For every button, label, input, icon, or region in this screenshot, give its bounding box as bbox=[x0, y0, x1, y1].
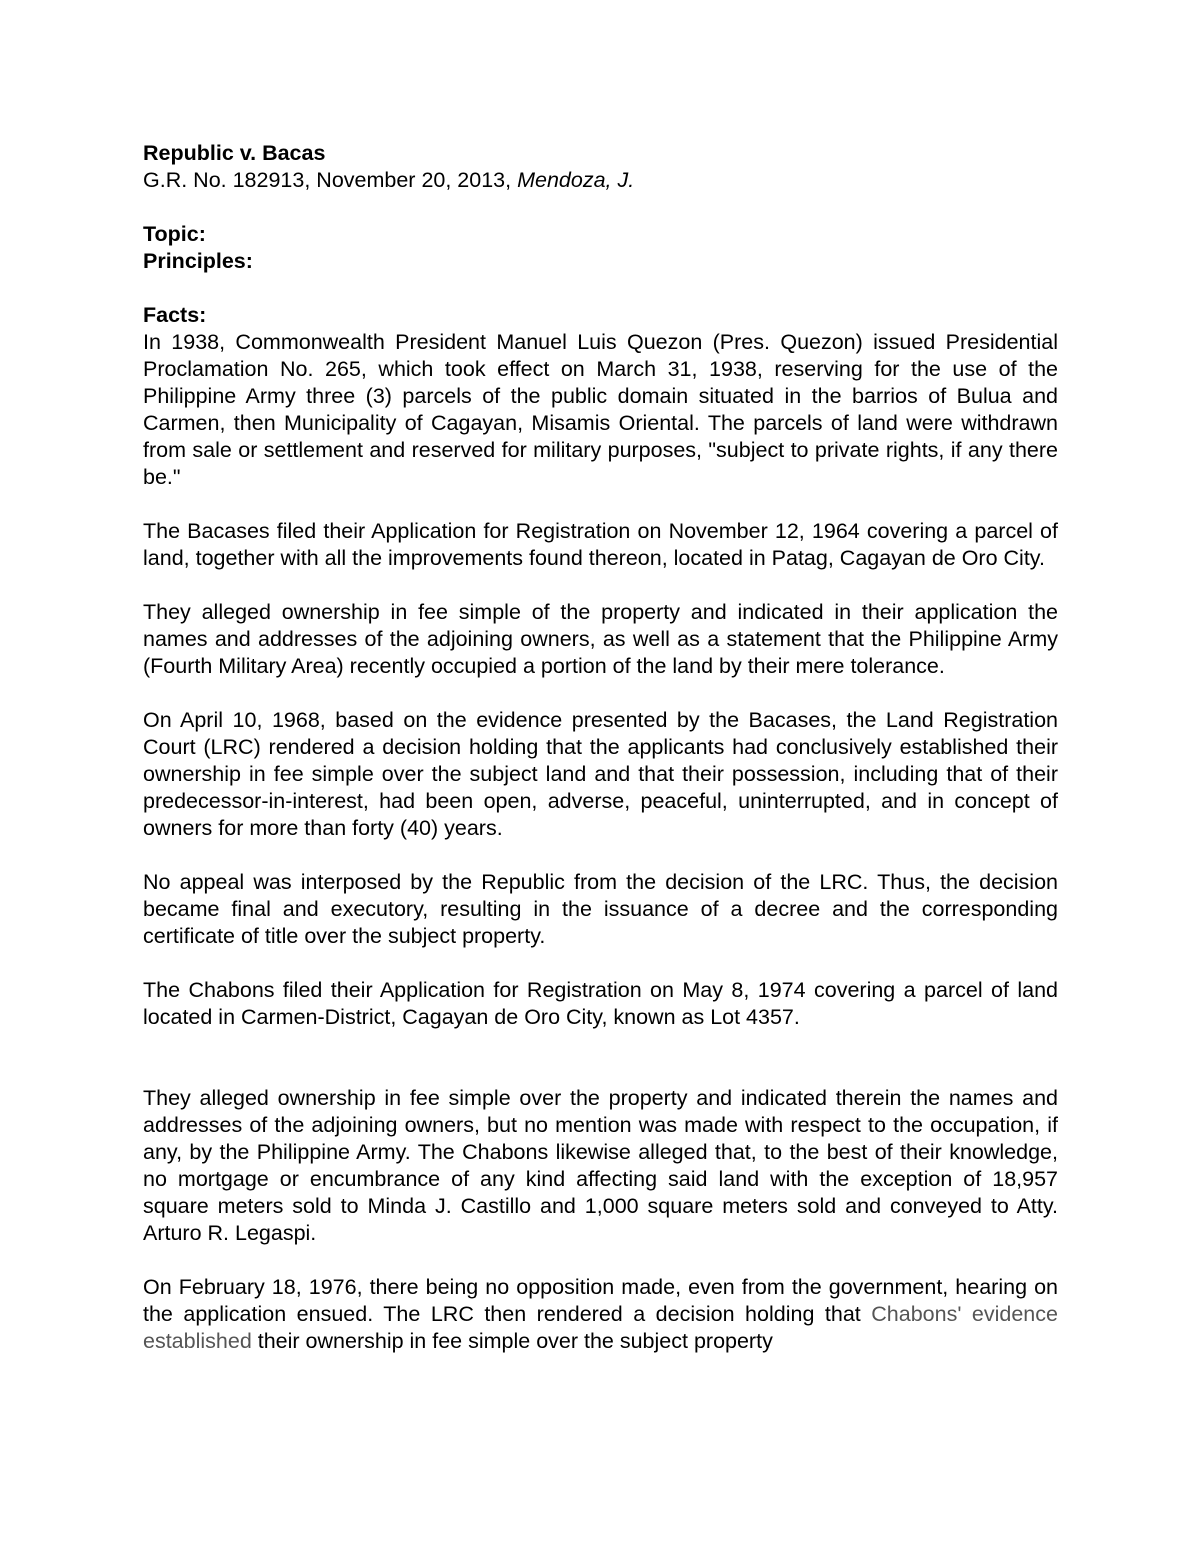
case-title: Republic v. Bacas bbox=[143, 141, 326, 165]
facts-paragraph-3: They alleged ownership in fee simple of the property and indicated in their application the names and addresses of the adjoining owners, as well as a statement that the Philippine Army (Fourth Military Area) recently occupied a portion of the land by their mere tolerance. bbox=[143, 600, 1058, 678]
facts-paragraph-1: In 1938, Commonwealth President Manuel Luis Quezon (Pres. Quezon) issued Presidential Proclamation No. 265, which took effect on March 31, 1938, reserving for the use of the Philippine Army three (3) parcels of the public domain situated in the barrios of Bulua and Carmen, then Municipality of Cagayan, Misamis Oriental. The parcels of land were withdrawn from sale or settlement and reserved for military purposes, "subject to private rights, if any there be." bbox=[143, 330, 1058, 489]
case-citation bbox=[143, 167, 1058, 194]
facts-paragraph-8-text: On February 18, 1976, there being no opposition made, even from the government, hearing on the application ensued. The LRC then rendered a decision holding that bbox=[143, 1275, 1058, 1326]
facts-paragraph-2: The Bacases filed their Application for Registration on November 12, 1964 covering a parcel of land, together with all the improvements found thereon, located in Patag, Cagayan de Oro City. bbox=[143, 519, 1058, 570]
principles-label: Principles: bbox=[143, 249, 253, 273]
facts-paragraph-6: The Chabons filed their Application for Registration on May 8, 1974 covering a parcel of land located in Carmen-District, Cagayan de Oro City, known as Lot 4357. bbox=[143, 978, 1058, 1029]
facts-paragraph-8 bbox=[143, 1274, 1058, 1355]
facts-paragraph-8-gray-text: Chabons' evidence established bbox=[143, 1302, 1058, 1353]
citation-text: G.R. No. 182913, November 20, 2013, bbox=[143, 168, 518, 192]
citation-ponente: Mendoza, J. bbox=[517, 168, 635, 192]
facts-label: Facts: bbox=[143, 303, 207, 327]
facts-paragraph-7: They alleged ownership in fee simple over the property and indicated therein the names and addresses of the adjoining owners, but no mention was made with respect to the occupation, if any, by the Philippine Army. The Chabons likewise alleged that, to the best of their knowledge, no mortgage or encumbrance of any kind affecting said land with the exception of 18,957 square meters sold to Minda J. Castillo and 1,000 square meters sold and conveyed to Atty. Arturo R. Legaspi. bbox=[143, 1086, 1058, 1245]
spacer bbox=[143, 275, 1058, 302]
topic-label: Topic: bbox=[143, 222, 206, 246]
spacer bbox=[143, 194, 1058, 221]
document-page bbox=[143, 140, 1058, 1355]
facts-paragraph-4: On April 10, 1968, based on the evidence presented by the Bacases, the Land Registration Court (LRC) rendered a decision holding that the applicants had conclusively established their ownership in fee simple over the subject land and that their possession, including that of their predecessor-in-interest, had been open, adverse, peaceful, uninterrupted, and in concept of owners for more than forty (40) years. bbox=[143, 708, 1058, 840]
facts-paragraph-8-tail: their ownership in fee simple over the subject property bbox=[251, 1329, 773, 1353]
facts-paragraph-5: No appeal was interposed by the Republic from the decision of the LRC. Thus, the decision became final and executory, resulting in the issuance of a decree and the corresponding certificate of title over the subject property. bbox=[143, 870, 1058, 948]
